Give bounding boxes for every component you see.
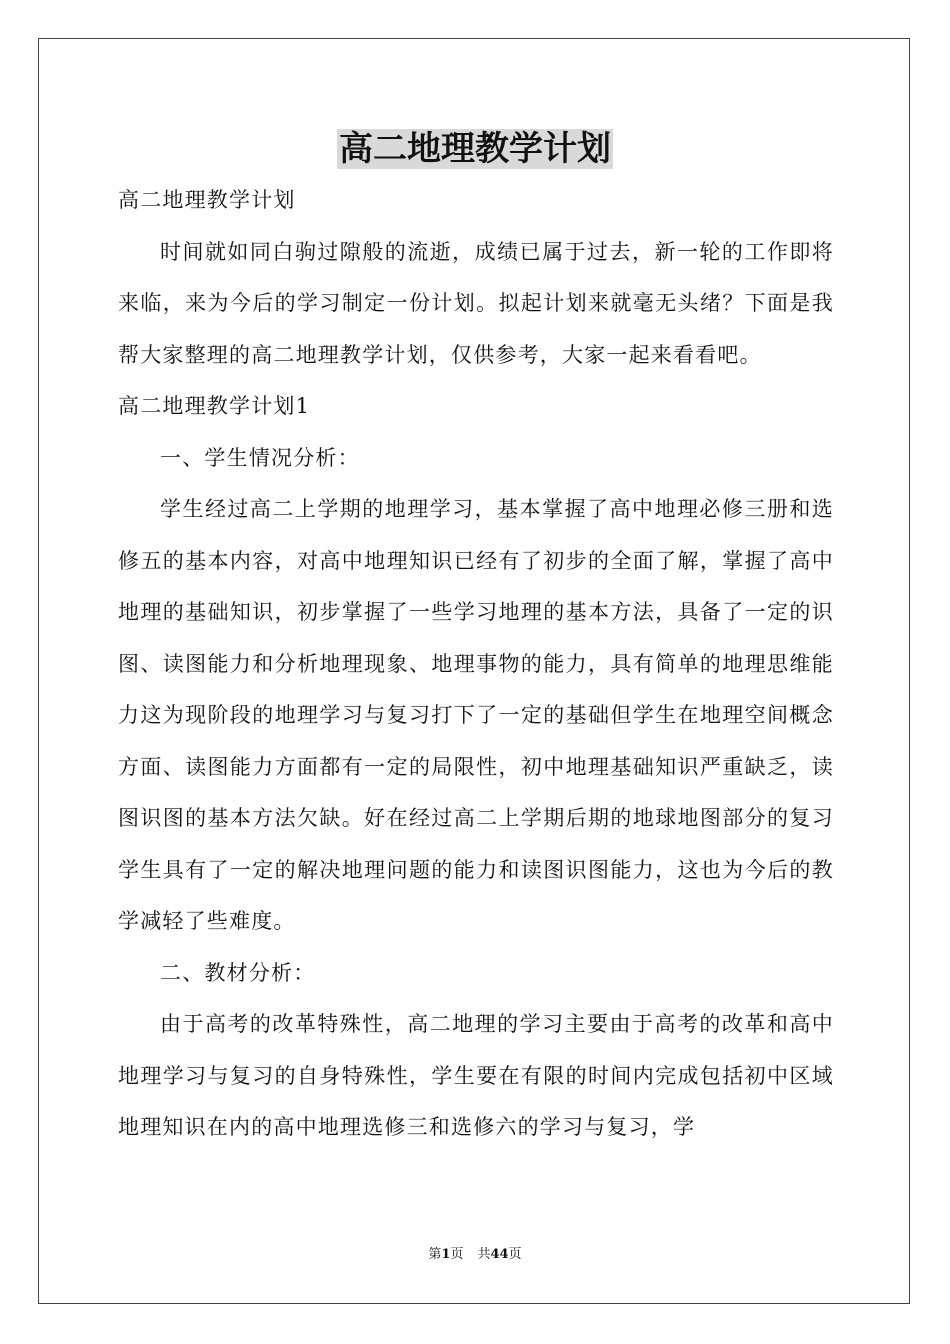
page-footer (0, 1246, 950, 1264)
heading-textbook-analysis: 二、教材分析： (160, 960, 316, 985)
footer-page-total: 44 (490, 1247, 509, 1262)
footer-total-prefix: 共 (477, 1247, 491, 1262)
student-analysis-paragraph: 学生经过高二上学期的地理学习，基本掌握了高中地理必修三册和选修五的基本内容，对高中地理知识已经有了初步的全面了解，掌握了高中地理的基础知识，初步掌握了一些学习地理的基本方法，具备了一定的识图、读图能力和分析地理现象、地理事物的能力，具有简单的地理思维能力这为现阶段的地理学习与复习打下了一定的基础但学生在地理空间概念方面、读图能力方面都有一定的局限性，初中地理基础知识严重缺乏，读图识图的基本方法欠缺。好在经过高二上学期后期的地球地图部分的复习学生具有了一定的解决地理问题的能力和读图识图能力，这也为今后的教学减轻了些难度。 (118, 497, 834, 933)
document-title-text: 高二地理教学计划 (339, 129, 611, 169)
document-body (118, 175, 834, 1154)
heading-student-analysis: 一、学生情况分析： (160, 445, 360, 470)
footer-page-current: 1 (441, 1247, 451, 1262)
section-heading-plan-1: 高二地理教学计划1 (118, 394, 311, 418)
footer-page-prefix: 第 (428, 1247, 442, 1262)
subtitle-paragraph: 高二地理教学计划 (118, 188, 296, 212)
textbook-analysis-paragraph: 由于高考的改革特殊性，高二地理的学习主要由于高考的改革和高中地理学习与复习的自身特殊性，学生要在有限的时间内完成包括初中区域地理知识在内的高中地理选修三和选修六的学习与复习，学 (118, 1012, 834, 1139)
document-title (0, 127, 950, 171)
intro-paragraph: 时间就如同白驹过隙般的流逝，成绩已属于过去，新一轮的工作即将来临，来为今后的学习制定一份计划。拟起计划来就毫无头绪？下面是我帮大家整理的高二地理教学计划，仅供参考，大家一起来看看吧。 (118, 239, 834, 367)
footer-page-suffix: 页 (450, 1247, 464, 1262)
footer-total-suffix: 页 (508, 1247, 522, 1262)
